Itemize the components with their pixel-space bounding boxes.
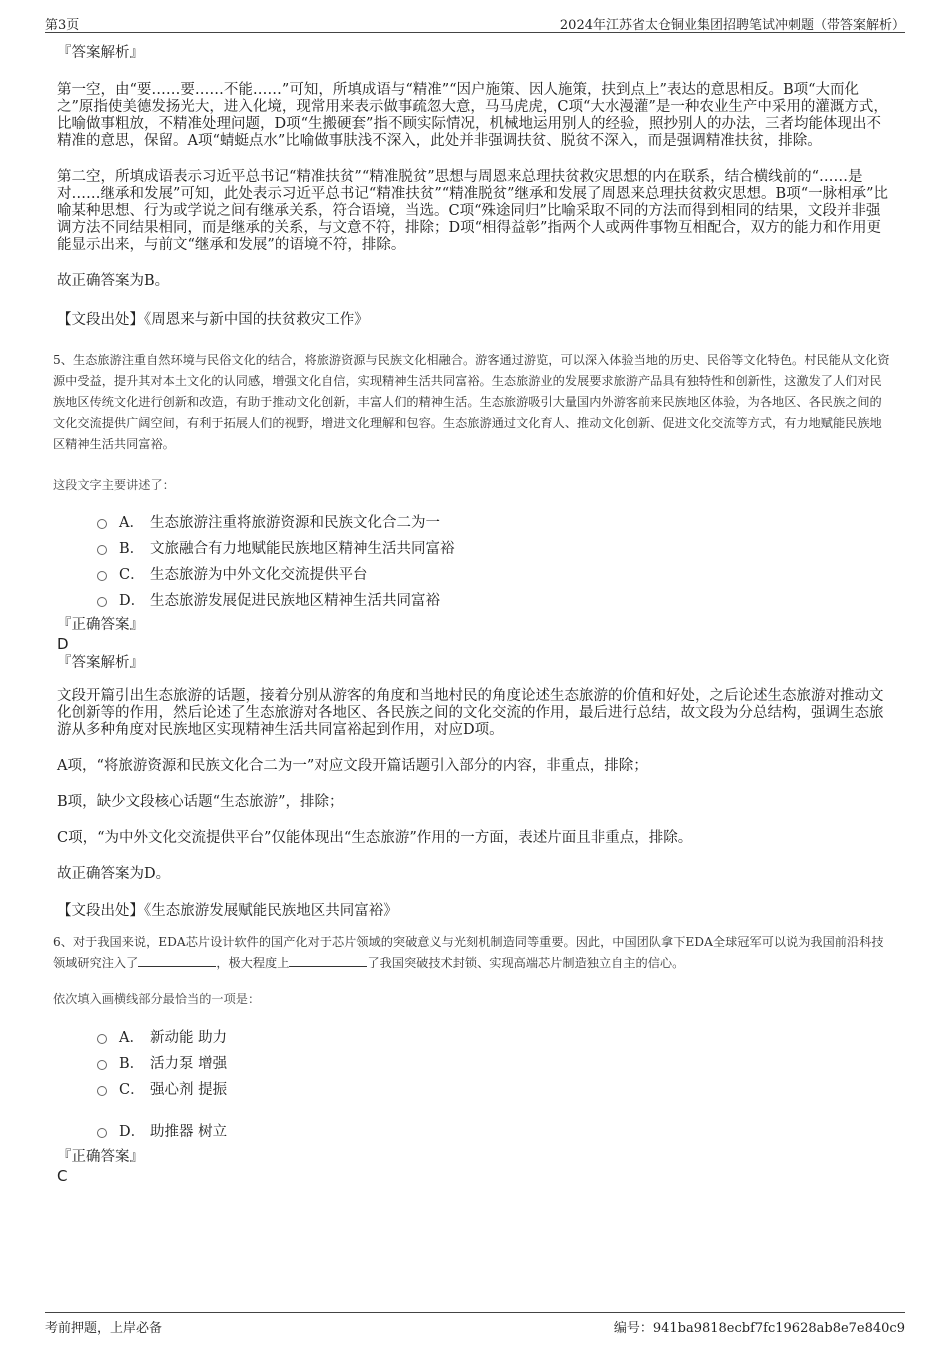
option-letter: C． (119, 1081, 145, 1098)
q6-option-c[interactable] (97, 1075, 890, 1101)
option-letter: D． (119, 1123, 146, 1140)
q5-analysis-p2: A项，“将旅游资源和民族文化合二为一”对应文段开篇话题引入部分的内容，非重点，排除； (57, 758, 648, 774)
radio-button-icon[interactable] (97, 571, 107, 581)
q6-stem-part-3: 了我国突破技术封锁、实现高端芯片制造独立自主的信心。 (367, 956, 685, 970)
q5-option-d[interactable] (97, 586, 890, 612)
q5-conclusion: 故正确答案为D。 (57, 866, 171, 882)
option-text: 文旅融合有力地赋能民族地区精神生活共同富裕 (150, 540, 455, 557)
q5-source: 【文段出处】《生态旅游发展赋能民族地区共同富裕》 (57, 903, 398, 919)
q5-prompt: 这段文字主要讲述了： (53, 478, 175, 492)
option-text: 强心剂 提振 (150, 1081, 228, 1098)
document-title: 2024年江苏省太仓铜业集团招聘笔试冲刺题（带答案解析） (559, 18, 905, 33)
document-id: 编号：941ba9818ecbf7fc19628ab8e7e840c9 (613, 1321, 905, 1336)
q5-stem: 5、生态旅游注重自然环境与民俗文化的结合，将旅游资源与民族文化相融合。游客通过游览，可以深入体验当地的历史、民俗等文化特色。村民能从文化资源中受益，提升其对本土文化的认同感，增强文化自信，实现精神生活共同富裕。生态旅游业的发展要求旅游产品具有独特性和创新性，这激发了人们对民族地区传统文化进行创新和改造，有助于推动文化创新，丰富人们的精神生活。生态旅游吸引大量国内外游客前来民族地区体验，为各地区、各民族之间的文化交流提供广阔空间，有利于拓展人们的视野，增进文化理解和包容。生态旅游通过文化育人、推动文化创新、促进文化交流等方式，有力地赋能民族地区精神生活共同富裕。 (53, 353, 890, 451)
q5-answer-label: 『正确答案』 (57, 617, 144, 633)
q4-analysis-p1: 第一空，由“要……要……不能……”可知，所填成语与“精准”“因户施策、因人施策，扶到点上”表达的意思相反。B项“大而化之”原指使美德发扬光大，进入化境，现常用来表示做事疏忽大意，马马虎虎，C项“大水漫灌”是一种农业生产中采用的灌溉方式，比喻做事粗放，不精准处理问题，D项“生搬硬套”指不顾实际情况，机械地运用别人的经验，照抄别人的办法，三者均能体现出不精准的意思，保留。A项“蜻蜓点水”比喻做事肤浅不深入，此处并非强调扶贫、脱贫不深入，而是强调精准扶贫，排除。 (57, 82, 888, 149)
q6-stem (53, 932, 890, 974)
q6-options (97, 1023, 890, 1143)
option-text: 生态旅游为中外文化交流提供平台 (150, 566, 368, 583)
q6-stem-part-2: ，极大程度上 (216, 956, 290, 970)
fill-blank-1 (138, 954, 216, 967)
footer-slogan: 考前押题，上岸必备 (45, 1321, 163, 1336)
page-content (53, 44, 890, 1186)
radio-button-icon[interactable] (97, 597, 107, 607)
page-number: 第3页 (45, 18, 80, 33)
radio-button-icon[interactable] (97, 1128, 107, 1138)
radio-button-icon[interactable] (97, 1086, 107, 1096)
option-letter: B． (119, 1055, 145, 1072)
option-text: 新动能 助力 (150, 1029, 228, 1046)
q6-stem-part-1: 6、对于我国来说，EDA芯片设计软件的国产化对于芯片领域的突破意义与光刻机制造同等重要。因此，中国团队拿下EDA全球冠军可以说为我国前沿科技领域研究注入了 (53, 935, 884, 970)
radio-button-icon[interactable] (97, 545, 107, 555)
q4-conclusion: 故正确答案为B。 (57, 273, 170, 289)
q4-source: 【文段出处】《周恩来与新中国的扶贫救灾工作》 (57, 312, 369, 328)
option-letter: A． (119, 514, 144, 531)
page-header (45, 12, 905, 33)
q5-answer: D (57, 635, 69, 653)
fill-blank-2 (289, 954, 367, 967)
q5-options (97, 508, 890, 612)
option-text: 生态旅游发展促进民族地区精神生活共同富裕 (150, 592, 440, 609)
q6-option-d[interactable] (97, 1117, 890, 1143)
q6-prompt: 依次填入画横线部分最恰当的一项是： (53, 992, 261, 1006)
page-footer (45, 1312, 905, 1335)
q4-analysis-p2: 第二空，所填成语表示习近平总书记“精准扶贫”“精准脱贫”思想与周恩来总理扶贫救灾思想的内在联系，结合横线前的“……是对……继承和发展”可知，此处表示习近平总书记“精准扶贫”“精准脱贫”继承和发展了周恩来总理扶贫救灾思想。B项“一脉相承”比喻某种思想、行为或学说之间有继承关系，符合语境，当选。C项“殊途同归”比喻采取不同的方法而得到相同的结果，文段并非强调方法不同结果相同，而是继承的关系，与文意不符，排除；D项“相得益彰”指两个人或两件事物互相配合，双方的能力和作用更能显示出来，与前文“继承和发展”的语境不符，排除。 (57, 169, 889, 253)
option-letter: C． (119, 566, 145, 583)
q4-analysis-label: 『答案解析』 (57, 45, 144, 61)
q6-answer-label: 『正确答案』 (57, 1149, 144, 1165)
q5-analysis-label: 『答案解析』 (57, 655, 144, 671)
q5-option-a[interactable] (97, 508, 890, 534)
q5-analysis-p4: C项，“为中外文化交流提供平台”仅能体现出“生态旅游”作用的一方面，表述片面且非重点，排除。 (57, 830, 693, 846)
option-letter: B． (119, 540, 145, 557)
option-text: 活力泵 增强 (150, 1055, 228, 1072)
q6-option-a[interactable] (97, 1023, 890, 1049)
radio-button-icon[interactable] (97, 1060, 107, 1070)
option-text: 助推器 树立 (150, 1123, 228, 1140)
q5-analysis-p1: 文段开篇引出生态旅游的话题，接着分别从游客的角度和当地村民的角度论述生态旅游的价值和好处，之后论述生态旅游对推动文化创新等的作用，然后论述了生态旅游对各地区、各民族之间的文化交流的作用，最后进行总结，故文段为分总结构，强调生态旅游从多种角度对民族地区实现精神生活共同富裕起到作用，对应D项。 (57, 688, 884, 738)
q5-analysis-p3: B项，缺少文段核心话题“生态旅游”，排除； (57, 794, 344, 810)
q6-option-b[interactable] (97, 1049, 890, 1075)
option-text: 生态旅游注重将旅游资源和民族文化合二为一 (150, 514, 440, 531)
radio-button-icon[interactable] (97, 519, 107, 529)
radio-button-icon[interactable] (97, 1034, 107, 1044)
q5-option-c[interactable] (97, 560, 890, 586)
option-letter: A． (119, 1029, 144, 1046)
option-letter: D． (119, 592, 146, 609)
q6-answer: C (57, 1167, 68, 1185)
q5-option-b[interactable] (97, 534, 890, 560)
